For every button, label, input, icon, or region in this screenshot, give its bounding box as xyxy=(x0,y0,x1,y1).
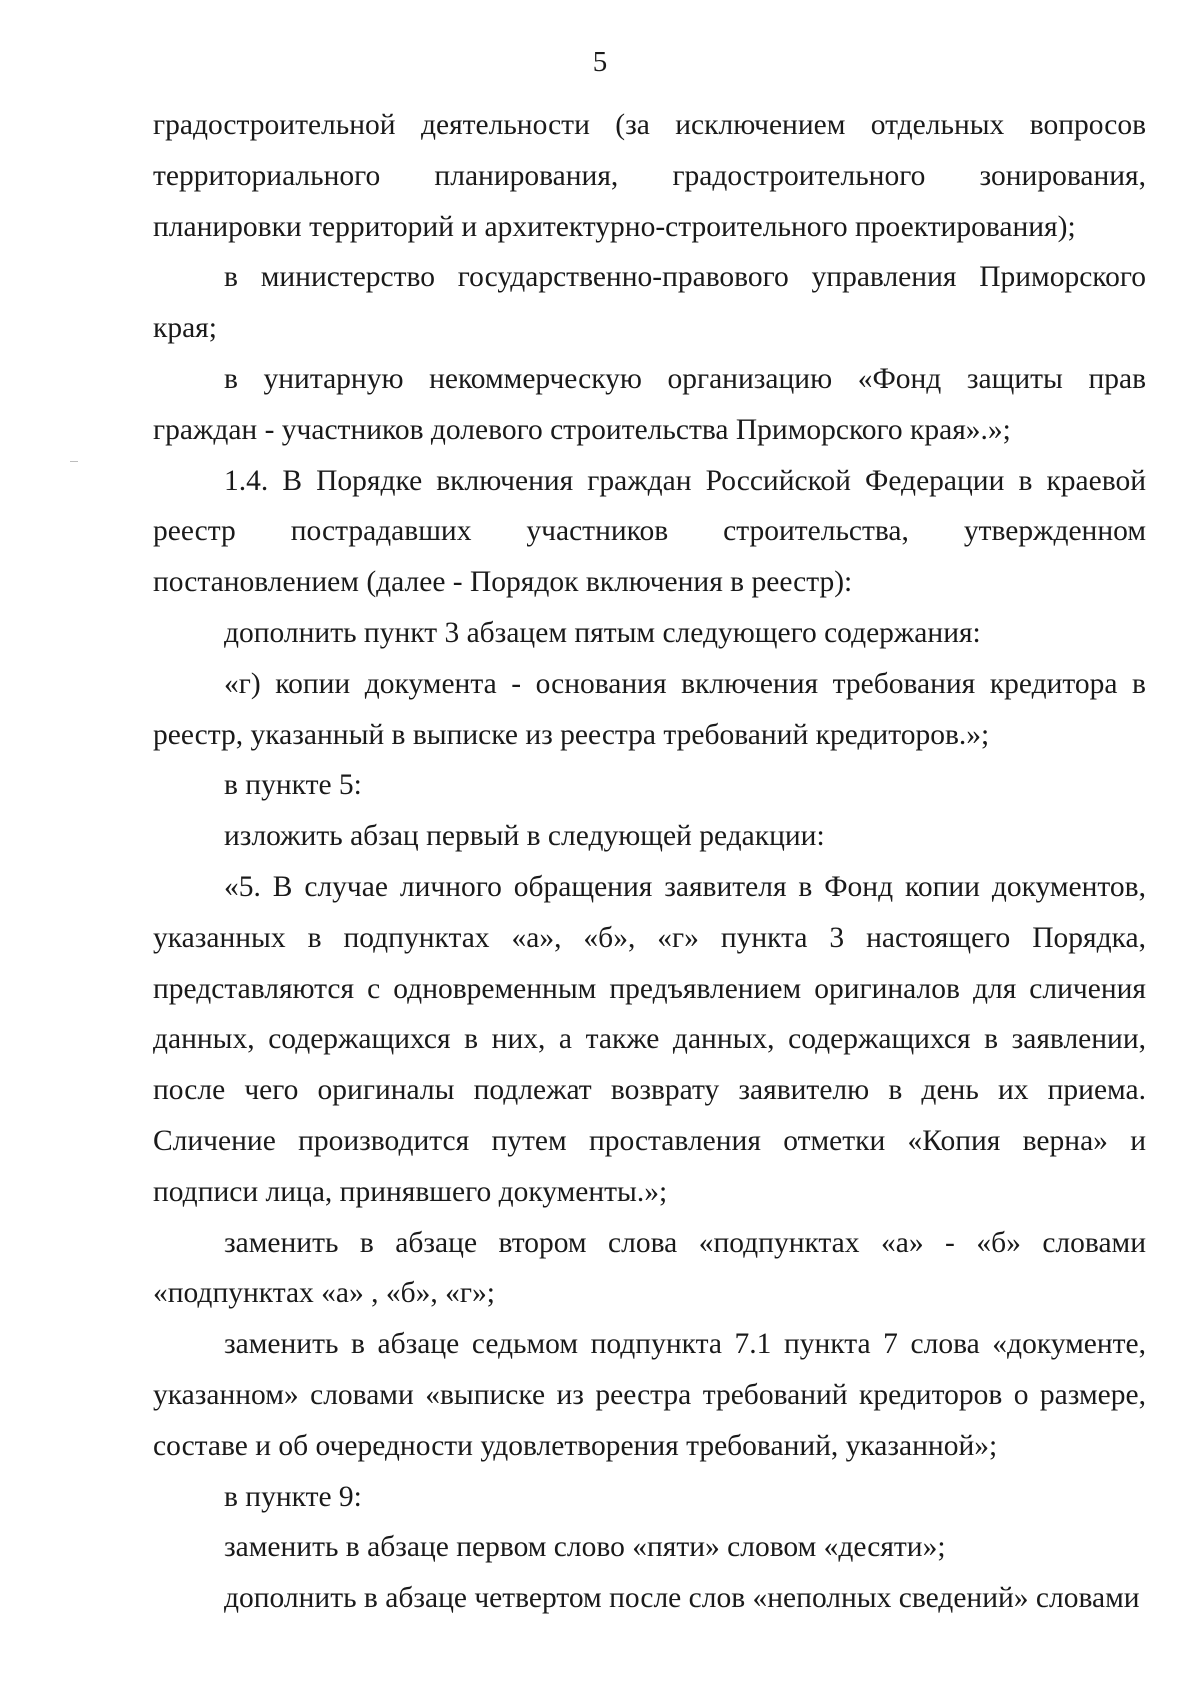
paragraph-9: «5. В случае личного обращения заявителя в Фонд копии документов, указанных в подпунктах «а», «б», «г» пункта 3 настоящего Порядка, представляются с одновременным предъявлением оригиналов для сличения данных, содержащихся в них, а также данных, содержащихся в заявлении, после чего оригиналы подлежат возврату заявителю в день их приема. Сличение производится путем проставления отметки «Копия верна» и подписи лица, принявшего документы.»; xyxy=(153,870,1146,1208)
paragraph-7: в пункте 5: xyxy=(224,769,362,802)
paragraph-2: в министерство государственно-правового управления Приморского края; xyxy=(153,261,1146,345)
paragraph-1: градостроительной деятельности (за исключением отдельных вопросов территориального планирования, градостроительного зонирования, планировки территорий и архитектурно-строительного проектирования); xyxy=(153,109,1146,243)
paragraph-6: «г) копии документа - основания включения требования кредитора в реестр, указанный в выписке из реестра требований кредиторов.»; xyxy=(153,667,1146,751)
paragraph-3: в унитарную некоммерческую организацию «Фонд защиты прав граждан - участников долевого строительства Приморского края».»; xyxy=(153,362,1146,446)
paragraph-13: заменить в абзаце первом слово «пяти» словом «десяти»; xyxy=(224,1531,946,1564)
paragraph-8: изложить абзац первый в следующей редакции: xyxy=(224,820,825,853)
scan-margin-mark xyxy=(70,461,78,462)
document-body xyxy=(153,100,1146,1624)
paragraph-4: 1.4. В Порядке включения граждан Российской Федерации в краевой реестр пострадавших участников строительства, утвержденном постановлением (далее - Порядок включения в реестр): xyxy=(153,464,1146,599)
paragraph-11: заменить в абзаце седьмом подпункта 7.1 пункта 7 слова «документе, указанном» словами «выписке из реестра требований кредиторов о размере, составе и об очередности удовлетворения требований, указанной»; xyxy=(153,1328,1146,1462)
paragraph-12: в пункте 9: xyxy=(224,1480,362,1513)
page-number: 5 xyxy=(592,46,608,78)
paragraph-14: дополнить в абзаце четвертом после слов «неполных сведений» словами xyxy=(224,1582,1140,1615)
paragraph-5: дополнить пункт 3 абзацем пятым следующего содержания: xyxy=(224,616,981,649)
paragraph-10: заменить в абзаце втором слова «подпунктах «а» - «б» словами «подпунктах «а» , «б», «г»; xyxy=(153,1226,1146,1310)
